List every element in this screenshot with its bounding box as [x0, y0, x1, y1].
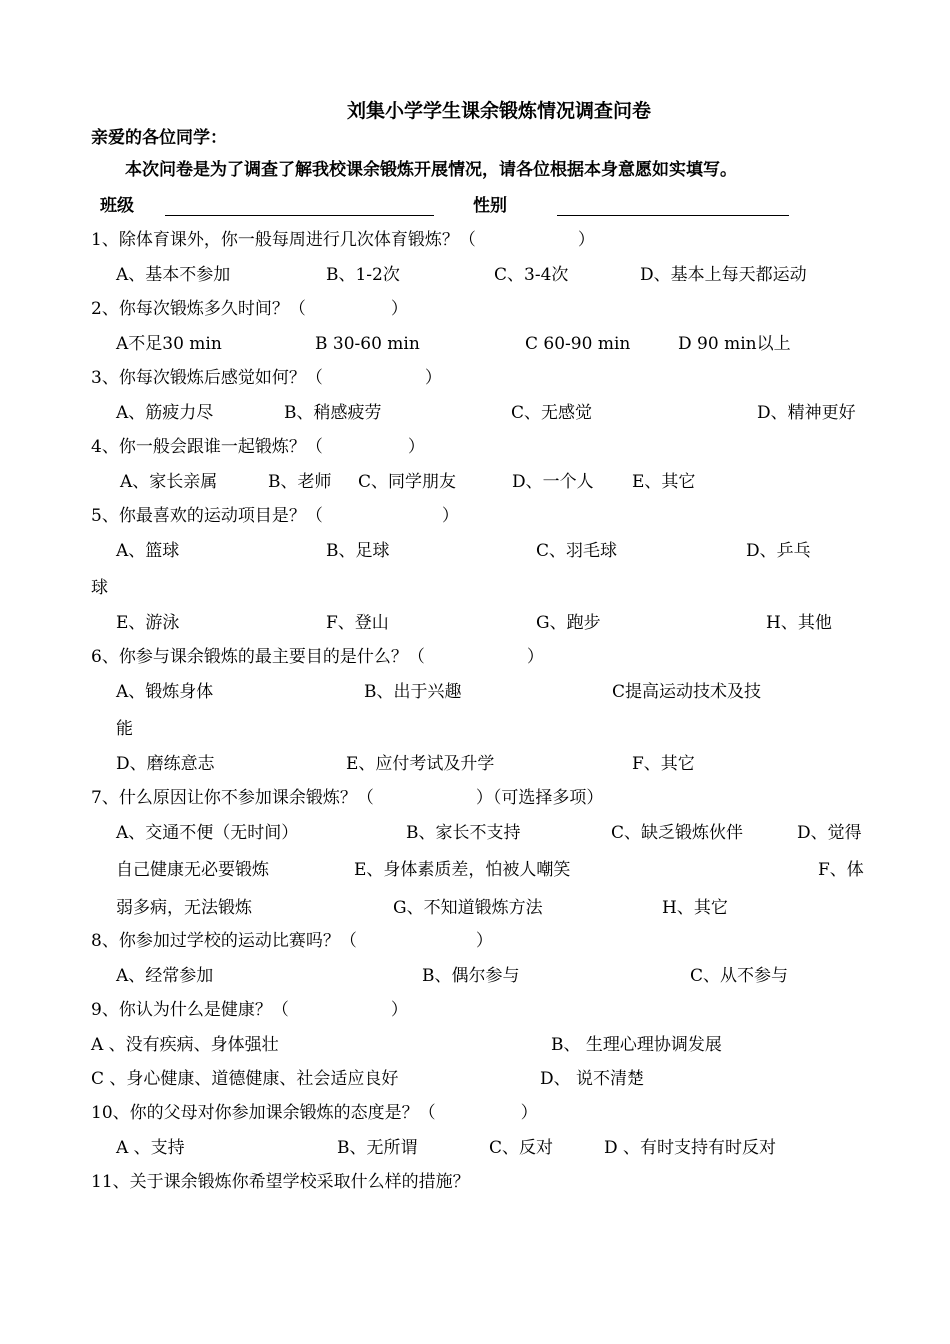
option-4d: D、一个人	[512, 472, 594, 492]
option-8c: C、从不参与	[690, 966, 789, 986]
question-8: 8、你参加过学校的运动比赛吗？（ ）	[91, 931, 493, 951]
option-5e: E、游泳	[116, 613, 180, 633]
option-4a: A、家长亲属	[120, 472, 218, 492]
option-9a: A 、没有疾病、身体强壮	[91, 1035, 279, 1055]
option-1c: C、3-4次	[494, 265, 569, 285]
gender-blank-line[interactable]	[557, 215, 789, 216]
class-blank-line[interactable]	[165, 215, 434, 216]
option-7a: A、交通不便（无时间）	[116, 823, 299, 843]
greeting: 亲爱的各位同学：	[91, 128, 227, 148]
option-6a: A、锻炼身体	[116, 682, 214, 702]
option-5h: H、其他	[766, 613, 832, 633]
option-4c: C、同学朋友	[358, 472, 457, 492]
option-10d: D 、有时支持有时反对	[604, 1138, 777, 1158]
option-7b: B、家长不支持	[406, 823, 521, 843]
question-10: 10、你的父母对你参加课余锻炼的态度是？（ ）	[91, 1103, 538, 1123]
option-9d: D、 说不清楚	[540, 1069, 645, 1089]
option-1a: A、基本不参加	[116, 265, 231, 285]
option-1b: B、1-2次	[326, 265, 400, 285]
option-6e: E、应付考试及升学	[346, 754, 495, 774]
gender-label: 性别	[473, 196, 507, 216]
option-2d: D 90 min以上	[678, 334, 791, 354]
question-7: 7、什么原因让你不参加课余锻炼？（ ）（可选择多项）	[91, 788, 604, 808]
question-11: 11、关于课余锻炼你希望学校采取什么样的措施？	[91, 1172, 470, 1192]
question-4: 4、你一般会跟谁一起锻炼？（ ）	[91, 437, 425, 457]
option-3a: A、筋疲力尽	[116, 403, 214, 423]
option-2a: A不足30 min	[116, 334, 222, 354]
option-5d-wrap: 球	[91, 578, 108, 598]
option-3d: D、精神更好	[757, 403, 856, 423]
option-5a: A、篮球	[116, 541, 180, 561]
option-7e: E、身体素质差，怕被人嘲笑	[354, 860, 571, 880]
option-6c: C提高运动技术及技	[612, 682, 762, 702]
option-2c: C 60-90 min	[525, 334, 631, 354]
option-6c-wrap: 能	[116, 719, 133, 739]
option-5b: B、足球	[326, 541, 390, 561]
option-6b: B、出于兴趣	[364, 682, 462, 702]
question-9: 9、你认为什么是健康？（ ）	[91, 1000, 408, 1020]
class-label: 班级	[100, 196, 134, 216]
option-7f: F、体	[818, 860, 864, 880]
question-5: 5、你最喜欢的运动项目是？（ ）	[91, 506, 459, 526]
option-5c: C、羽毛球	[536, 541, 618, 561]
option-3b: B、稍感疲劳	[284, 403, 382, 423]
question-3: 3、你每次锻炼后感觉如何？（ ）	[91, 368, 442, 388]
option-6f: F、其它	[632, 754, 695, 774]
option-4b: B、老师	[268, 472, 332, 492]
option-6d: D、磨练意志	[116, 754, 215, 774]
page-title: 刘集小学学生课余锻炼情况调查问卷	[347, 100, 652, 122]
intro-text: 本次问卷是为了调查了解我校课余锻炼开展情况，请各位根据本身意愿如实填写。	[125, 160, 737, 180]
option-1d: D、基本上每天都运动	[640, 265, 807, 285]
question-6: 6、你参与课余锻炼的最主要目的是什么？（ ）	[91, 647, 544, 667]
option-10a: A 、支持	[116, 1138, 185, 1158]
option-10c: C、反对	[489, 1138, 554, 1158]
option-7d-wrap: 自己健康无必要锻炼	[116, 860, 269, 880]
option-2b: B 30-60 min	[315, 334, 420, 354]
option-3c: C、无感觉	[511, 403, 593, 423]
option-8a: A、经常参加	[116, 966, 214, 986]
option-5g: G、跑步	[536, 613, 601, 633]
option-7h: H、其它	[662, 898, 728, 918]
option-7d: D、觉得	[797, 823, 862, 843]
option-7f-wrap: 弱多病，无法锻炼	[116, 898, 252, 918]
option-7c: C、缺乏锻炼伙伴	[611, 823, 744, 843]
option-9b: B、 生理心理协调发展	[551, 1035, 722, 1055]
question-1: 1、除体育课外，你一般每周进行几次体育锻炼？（ ）	[91, 230, 595, 250]
option-5d: D、乒乓	[746, 541, 811, 561]
option-9c: C 、身心健康、道德健康、社会适应良好	[91, 1069, 399, 1089]
option-4e: E、其它	[632, 472, 696, 492]
option-8b: B、偶尔参与	[422, 966, 520, 986]
option-10b: B、无所谓	[337, 1138, 418, 1158]
question-2: 2、你每次锻炼多久时间？（ ）	[91, 299, 408, 319]
option-5f: F、登山	[326, 613, 389, 633]
option-7g: G、不知道锻炼方法	[393, 898, 543, 918]
